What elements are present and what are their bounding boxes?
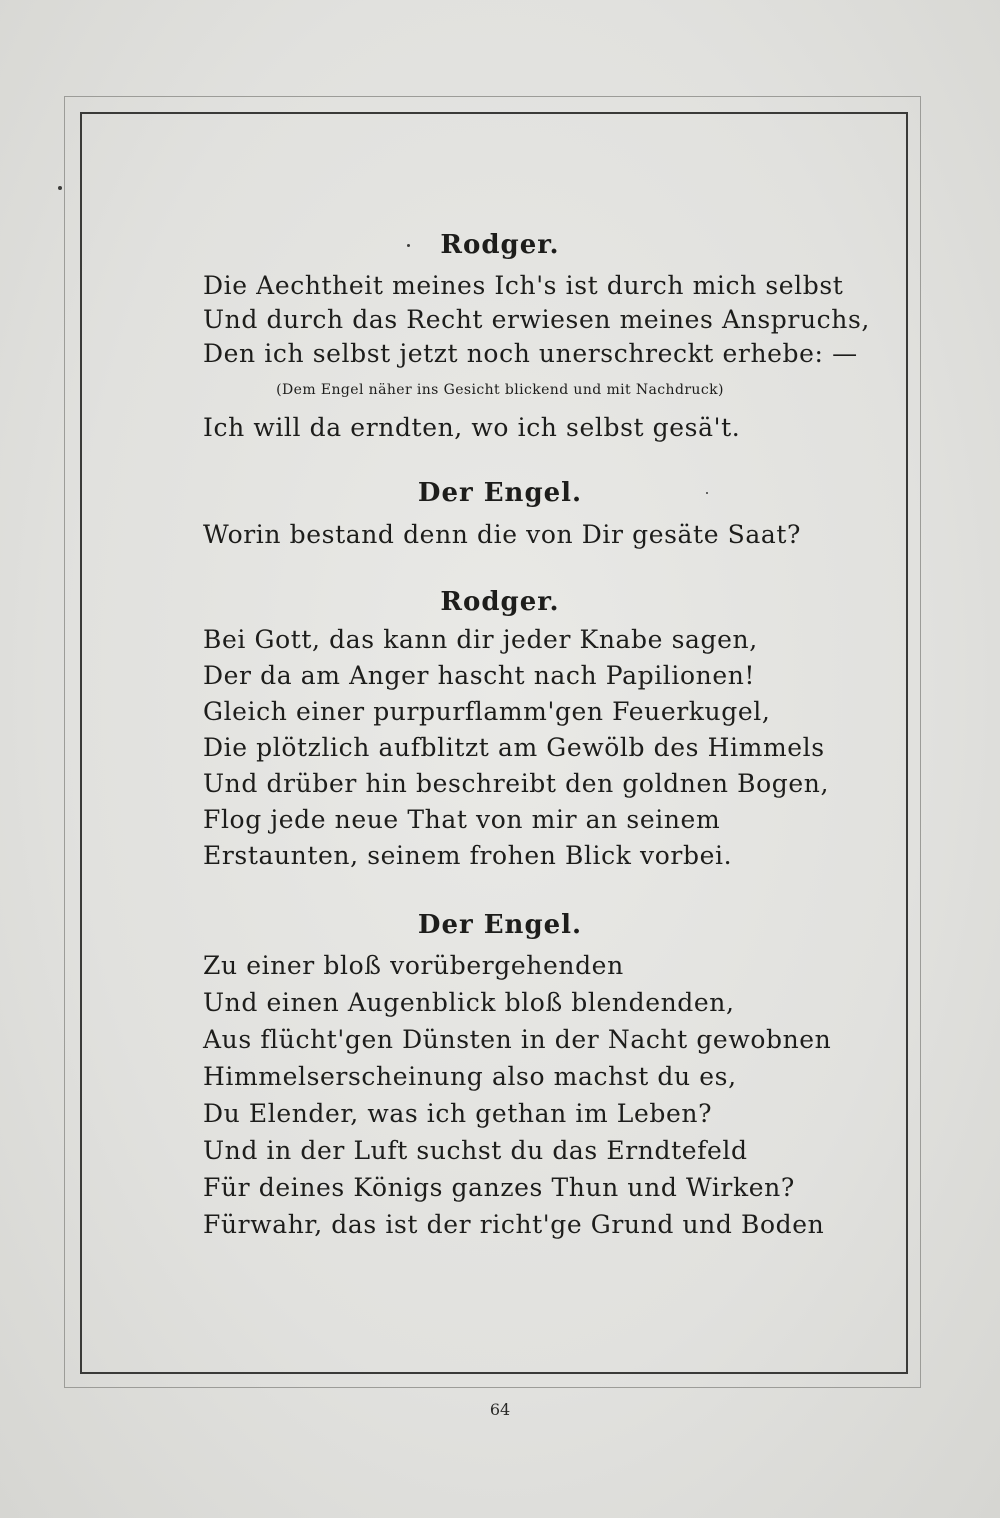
- verse-line: Für deines Königs ganzes Thun und Wirken?: [203, 1173, 795, 1202]
- verse-line: Bei Gott, das kann dir jeder Knabe sagen,: [203, 625, 758, 654]
- verse-line: Gleich einer purpurflamm'gen Feuerkugel,: [203, 697, 771, 726]
- verse-line: Ich will da erndten, wo ich selbst gesä't.: [203, 413, 741, 442]
- verse-line: Und einen Augenblick bloß blendenden,: [203, 988, 735, 1017]
- verse-line: Fürwahr, das ist der richt'ge Grund und Boden: [203, 1210, 825, 1239]
- verse-line: Die Aechtheit meines Ich's ist durch mich selbst: [203, 271, 844, 300]
- speaker-heading: Rodger.: [440, 587, 560, 617]
- verse-line: Der da am Anger hascht nach Papilionen!: [203, 661, 756, 690]
- verse-line: Und drüber hin beschreibt den goldnen Bogen,: [203, 769, 829, 798]
- speaker-heading: Der Engel.: [417, 910, 583, 940]
- verse-line: Und durch das Recht erwiesen meines Anspruchs,: [203, 305, 870, 334]
- stage-direction: (Dem Engel näher ins Gesicht blickend und mit Nachdruck): [276, 382, 724, 398]
- verse-line: Worin bestand denn die von Dir gesäte Saat?: [203, 520, 802, 549]
- page-number: 64: [489, 1400, 511, 1419]
- verse-line: Flog jede neue That von mir an seinem: [203, 805, 721, 834]
- verse-line: Du Elender, was ich gethan im Leben?: [203, 1099, 713, 1128]
- speaker-heading: Rodger.: [440, 230, 560, 260]
- speaker-heading: Der Engel.: [417, 478, 583, 508]
- verse-line: Erstaunten, seinem frohen Blick vorbei.: [203, 841, 733, 870]
- verse-line: Himmelserscheinung also machst du es,: [203, 1062, 737, 1091]
- verse-line: Die plötzlich aufblitzt am Gewölb des Himmels: [203, 733, 825, 762]
- verse-line: Den ich selbst jetzt noch unerschreckt erhebe: —: [203, 339, 858, 368]
- verse-line: Und in der Luft suchst du das Erndtefeld: [203, 1136, 748, 1165]
- verse-line: Zu einer bloß vorübergehenden: [203, 951, 624, 980]
- ink-speck: [58, 186, 62, 190]
- verse-line: Aus flücht'gen Dünsten in der Nacht gewobnen: [203, 1025, 832, 1054]
